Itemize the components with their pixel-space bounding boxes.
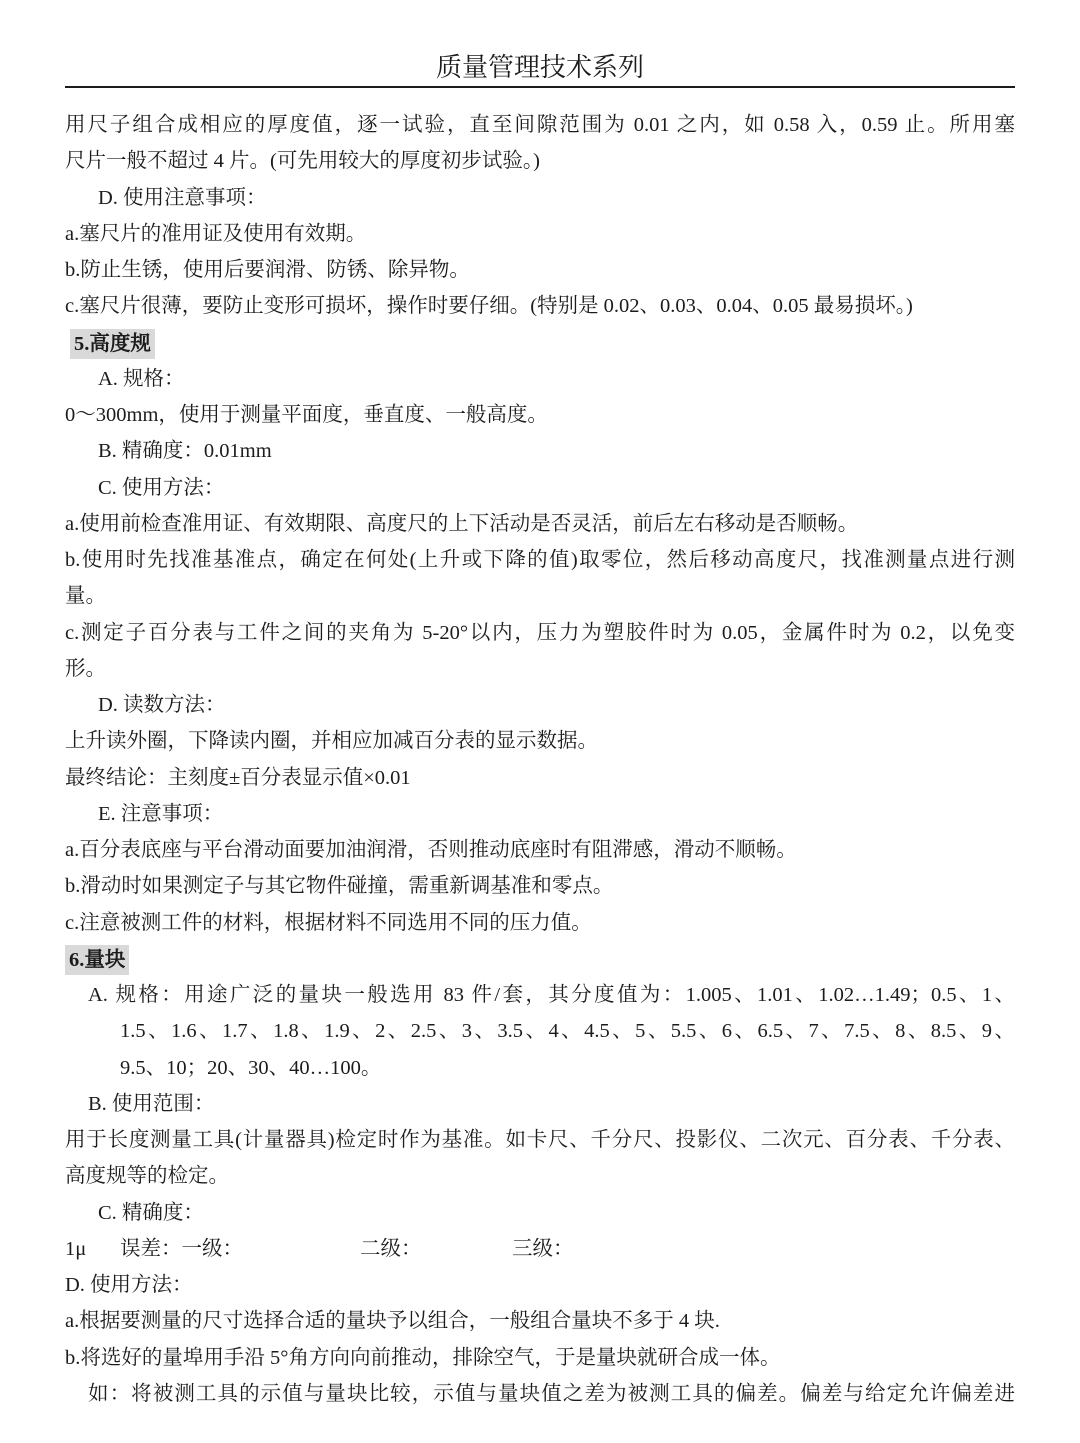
subsection-heading: C. 精确度：	[98, 1201, 204, 1224]
list-item: c.塞尺片很薄，要防止变形可损坏，操作时要仔细。(特别是 0.02、0.03、0.04、0.05 最易损坏。)	[65, 295, 913, 318]
subsection-heading: B. 精确度：0.01mm	[98, 440, 272, 463]
subsection-heading: D. 使用方法：	[65, 1274, 193, 1296]
subsection-heading: B. 使用范围：	[88, 1092, 215, 1115]
subsection-heading: C. 使用方法：	[98, 476, 225, 499]
paragraph-line: 用于长度测量工具(计量器具)检定时作为基准。如卡尺、千分尺、投影仪、二次元、百分表、千分表、	[65, 1129, 1015, 1151]
list-item: c.注意被测工件的材料，根据材料不同选用不同的压力值。	[65, 911, 592, 934]
header-rule	[65, 86, 1015, 88]
paragraph-line: 1.5、1.6、1.7、1.8、1.9、2、2.5、3、3.5、4、4.5、5、5.5、6、6.5、7、7.5、8、8.5、9、	[120, 1020, 1015, 1043]
section-title: 5.高度规	[70, 329, 155, 359]
list-item: b.防止生锈，使用后要润滑、防锈、除异物。	[65, 259, 470, 281]
list-item: a.使用前检查准用证、有效期限、高度尺的上下活动是否灵活，前后左右移动是否顺畅。	[65, 512, 859, 535]
subsection-heading: E. 注意事项：	[98, 802, 224, 825]
accuracy-grade-row	[65, 1231, 1015, 1267]
paragraph-line: 9.5、10；20、30、40…100。	[120, 1056, 382, 1079]
list-item: b.滑动时如果测定子与其它物件碰撞，需重新调基准和零点。	[65, 875, 614, 898]
paragraph-line: 尺片一般不超过 4 片。(可先用较大的厚度初步试验。)	[65, 150, 540, 173]
grade-3-label: 三级：	[512, 1237, 574, 1260]
list-item: b.将选好的量埠用手沿 5°角方向向前推动，排除空气，于是量块就研合成一体。	[65, 1346, 781, 1369]
page-title: 质量管理技术系列	[435, 53, 644, 82]
section-title: 6.量块	[65, 945, 129, 975]
section-heading-height-gauge	[70, 325, 1015, 361]
paragraph-line: 上升读外圈，下降读内圈，并相应加减百分表的显示数据。	[65, 730, 598, 753]
grade-2-label: 二级：	[360, 1237, 422, 1260]
list-item: c.测定子百分表与工件之间的夹角为 5-20°以内，压力为塑胶件时为 0.05，金属件时为 0.2，以免变	[65, 621, 1015, 644]
document-body	[0, 107, 1080, 1412]
paragraph-line: 最终结论：主刻度±百分表显示值×0.01	[65, 766, 411, 789]
accuracy-unit: 1μ	[65, 1237, 87, 1260]
paragraph-line: 高度规等的检定。	[65, 1165, 229, 1188]
list-item: a.根据要测量的尺寸选择合适的量块予以组合，一般组合量块不多于 4 块.	[65, 1310, 720, 1333]
subsection-heading: A. 规格：	[98, 367, 185, 390]
subsection-heading: D. 使用注意事项：	[98, 186, 267, 209]
paragraph-line: 如：将被测工具的示值与量块比较，示值与量块值之差为被测工具的偏差。偏差与给定允许偏差进	[88, 1382, 1015, 1405]
list-item-continuation: 形。	[65, 657, 106, 680]
subsection-heading: D. 读数方法：	[98, 694, 226, 716]
paragraph-line: 用尺子组合成相应的厚度值，逐一试验，直至间隙范围为 0.01 之内，如 0.58 入，0.59 止。所用塞	[65, 114, 1015, 136]
list-item: b.使用时先找准基准点，确定在何处(上升或下降的值)取零位，然后移动高度尺，找准测量点进行测	[65, 549, 1015, 571]
list-item: a.塞尺片的准用证及使用有效期。	[65, 222, 367, 245]
grade-1-label: 误差：一级：	[120, 1237, 243, 1260]
list-item-continuation: 量。	[65, 585, 106, 608]
section-heading-gauge-block	[65, 941, 1015, 977]
paragraph-line: A. 规格：用途广泛的量块一般选用 83 件/套，其分度值为：1.005、1.01、1.02…1.49；0.5、1、	[88, 984, 1015, 1006]
list-item: a.百分表底座与平台滑动面要加油润滑，否则推动底座时有阻滞感，滑动不顺畅。	[65, 839, 797, 861]
paragraph-line: 0～300mm，使用于测量平面度，垂直度、一般高度。	[65, 404, 548, 426]
